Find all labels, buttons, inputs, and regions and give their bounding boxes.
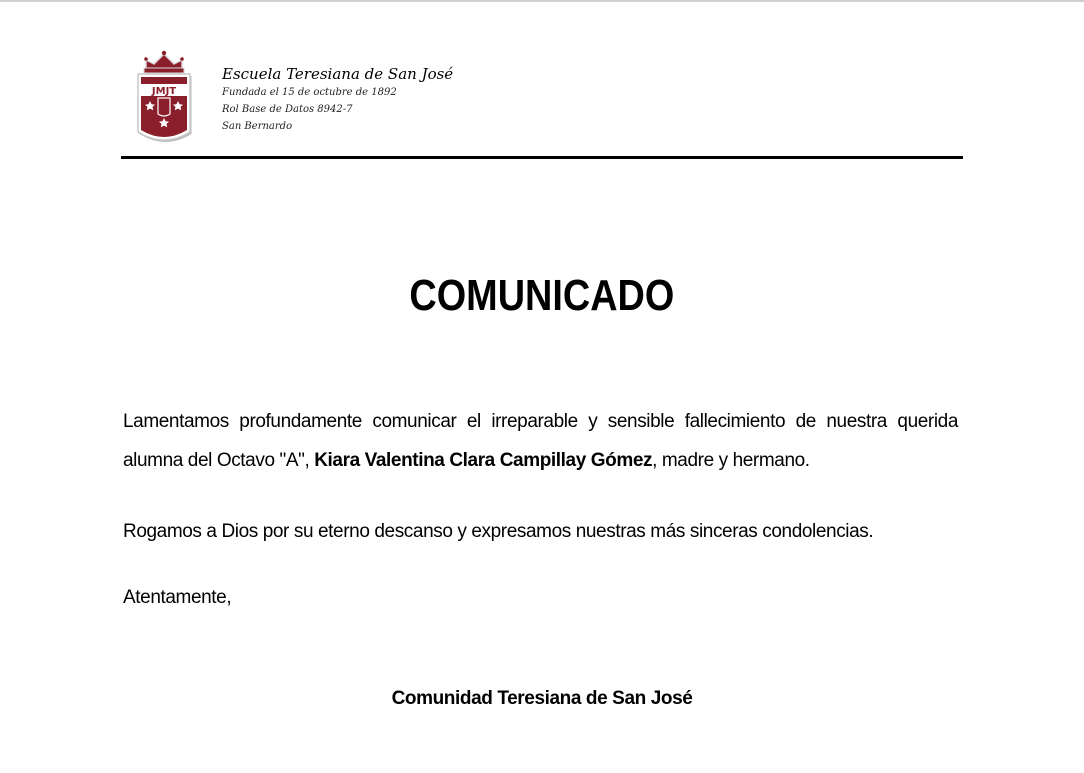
paragraph-announcement <box>123 402 958 480</box>
announcement-text-end: , madre y hermano. <box>652 450 810 471</box>
student-name: Kiara Valentina Clara Campillay Gómez <box>314 450 653 471</box>
paragraph-condolences: Rogamos a Dios por su eterno descanso y expresamos nuestras más sinceras condolencias. <box>123 521 874 542</box>
announcement-text-start: Lamentamos profundamente comunicar el irreparable y sensible fallecimiento de nuestra querida alumna del Octavo "A", <box>123 411 958 471</box>
document-title: COMUNICADO <box>409 271 675 320</box>
school-info <box>222 64 453 135</box>
city: San Bernardo <box>222 121 293 132</box>
school-name: Escuela Teresiana de San José <box>222 65 454 83</box>
closing-salutation: Atentamente, <box>123 587 232 608</box>
school-crest-icon <box>132 48 196 144</box>
rbd-number: Rol Base de Datos 8942-7 <box>222 104 353 115</box>
founded-date: Fundada el 15 de octubre de 1892 <box>222 87 397 98</box>
top-border <box>0 0 1084 2</box>
crest-letters: JMJT <box>151 86 177 97</box>
letterhead <box>122 44 962 144</box>
signature: Comunidad Teresiana de San José <box>391 688 693 709</box>
header-divider <box>121 156 963 159</box>
